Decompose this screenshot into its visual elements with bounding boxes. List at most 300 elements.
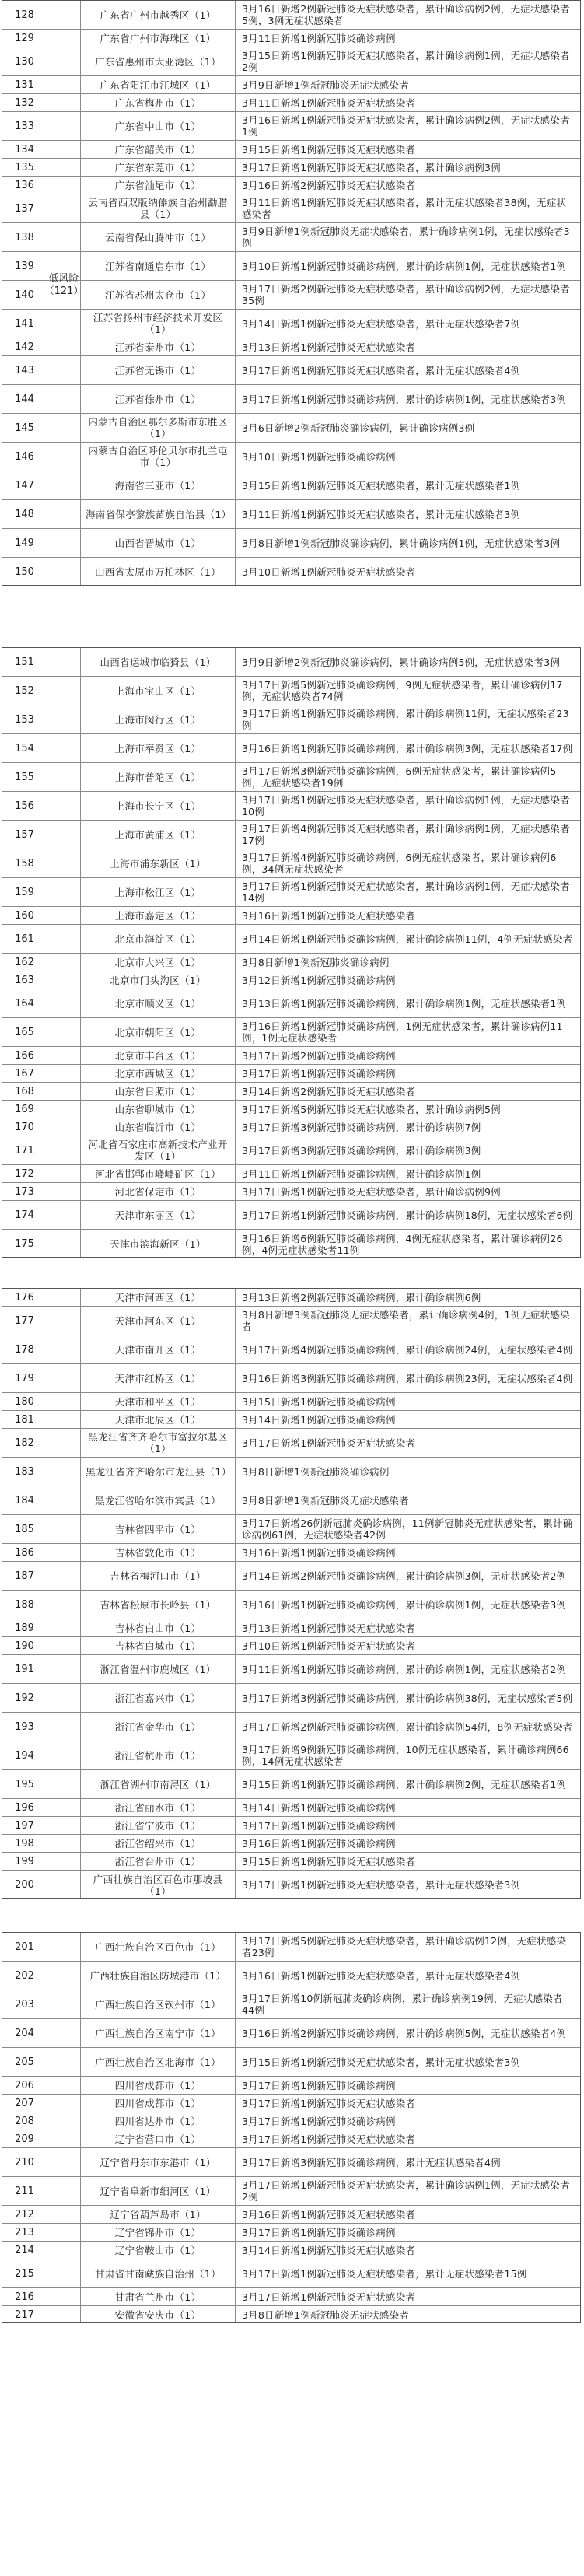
row-number: 182 [2,1429,47,1457]
table-row [2,1770,580,1799]
case-note: 3月14日新增1例新冠肺炎无症状感染者 [242,2244,416,2256]
table-row [2,1393,580,1411]
area-name: 黑龙江省齐齐哈尔市富拉尔基区（1） [80,1429,236,1457]
case-note: 3月17日新增1例新冠肺炎确诊病例 [242,2226,396,2238]
table-row [2,338,580,356]
row-number: 202 [2,1962,47,1990]
row-number: 151 [2,648,47,676]
row-number: 217 [2,2306,47,2323]
table-row [2,1201,580,1230]
table-row [2,2095,580,2112]
table-row [2,1458,580,1486]
area-name: 江苏省泰州市（1） [80,338,236,355]
area-name: 上海市宝山区（1） [80,677,236,705]
table-row [2,194,580,223]
area-name: 山东省临沂市（1） [80,1118,236,1136]
case-note: 3月17日新增1例新冠肺炎无症状感染者 [242,1437,416,1449]
case-note: 3月16日新增3例新冠肺炎确诊病例，累计确诊病例23例，无症状感染者4例 [242,1372,573,1384]
table-row [2,792,580,821]
area-name: 广东省韶关市（1） [80,141,236,158]
case-note: 3月17日新增1例新冠肺炎无症状感染者，累计确诊病例3例 [242,161,501,173]
table-row [2,2306,580,2323]
area-name: 广西壮族自治区钦州市（1） [80,1990,236,2018]
table-row [2,849,580,878]
row-number: 187 [2,1562,47,1590]
table-row [2,1619,580,1637]
row-number: 169 [2,1101,47,1118]
area-name: 云南省西双版纳傣族自治州勐腊县（1） [80,194,236,222]
case-note: 3月11日新增1例新冠肺炎确诊病例，累计确诊病例1例 [242,1167,481,1180]
row-number: 144 [2,385,47,413]
table-row [2,310,580,338]
table-row [2,1165,580,1183]
area-name: 甘肃省兰州市（1） [80,2288,236,2305]
table-row [2,648,580,677]
row-number: 199 [2,1853,47,1870]
case-note: 3月17日新增1例新冠肺炎确诊病例 [242,1067,396,1080]
case-note: 3月9日新增1例新冠肺炎无症状感染者 [242,79,409,91]
table-row [2,141,580,159]
case-note: 3月17日新增1例新冠肺炎无症状感染者 [242,2097,416,2109]
table-row [2,159,580,177]
row-number: 212 [2,2206,47,2223]
area-name: 浙江省宁波市（1） [80,1817,236,1834]
table-row [2,1562,580,1591]
row-number: 162 [2,954,47,971]
row-number: 166 [2,1047,47,1064]
row-number: 163 [2,971,47,989]
row-number: 161 [2,925,47,953]
case-note: 3月16日新增1例新冠肺炎确诊病例 [242,1837,396,1850]
area-name: 天津市滨海新区（1） [80,1230,236,1258]
case-note: 3月15日新增1例新冠肺炎确诊病例，累计确诊病例2例，无症状感染者1例 [242,1778,567,1790]
table-row [2,1835,580,1853]
area-name: 浙江省嘉兴市（1） [80,1684,236,1712]
row-number: 158 [2,849,47,877]
area-name: 上海市浦东新区（1） [80,849,236,877]
row-number: 145 [2,414,47,442]
area-name: 吉林省白城市（1） [80,1637,236,1654]
area-name: 广西壮族自治区防城港市（1） [80,1962,236,1990]
table-row [2,1018,580,1047]
row-number: 210 [2,2148,47,2176]
row-number: 137 [2,194,47,222]
row-number: 159 [2,878,47,906]
row-number: 188 [2,1591,47,1619]
area-name: 上海市闵行区（1） [80,705,236,733]
row-number: 148 [2,500,47,528]
row-number: 174 [2,1201,47,1229]
case-note: 3月17日新增3例新冠肺炎确诊病例，累计无症状感染者4例 [242,2156,501,2168]
area-name: 辽宁省鞍山市（1） [80,2242,236,2259]
case-note: 3月10日新增1例新冠肺炎无症状感染者 [242,1640,416,1652]
table-row [2,1933,580,1962]
table-row [2,1817,580,1835]
table-row [2,2130,580,2148]
case-note: 3月17日新增1例新冠肺炎确诊病例 [242,1819,396,1832]
row-number: 147 [2,471,47,499]
area-name: 广东省东莞市（1） [80,159,236,176]
case-note: 3月17日新增3例新冠肺炎确诊病例，6例无症状感染者，累计确诊病例5例，无症状感染者19例 [242,765,557,789]
table-row [2,414,580,443]
case-note: 3月16日新增2例新冠肺炎无症状感染者，累计确诊病例2例，无症状感染者5例，3例无症状感染者 [242,3,570,26]
table-row [2,1486,580,1515]
row-number: 184 [2,1486,47,1514]
table-section [2,0,581,586]
row-number: 140 [2,281,47,309]
area-name: 江苏省徐州市（1） [80,385,236,413]
area-name: 浙江省台州市（1） [80,1853,236,1870]
table-row [2,989,580,1018]
area-name: 天津市北辰区（1） [80,1411,236,1428]
case-note: 3月16日新增1例新冠肺炎无症状感染者 [242,2208,416,2221]
table-row [2,30,580,47]
area-name: 辽宁省丹东市东港市（1） [80,2148,236,2176]
row-number: 170 [2,1118,47,1136]
case-note: 3月8日新增1例新冠肺炎无症状感染者 [242,2309,409,2321]
row-number: 179 [2,1364,47,1392]
area-name: 广东省阳江市江城区（1） [80,76,236,93]
area-name: 广西壮族自治区北海市（1） [80,2048,236,2076]
table-row [2,356,580,385]
table-row [2,1065,580,1083]
row-number: 178 [2,1335,47,1363]
table-row [2,954,580,971]
row-number: 168 [2,1083,47,1100]
row-number: 171 [2,1136,47,1164]
row-number: 180 [2,1393,47,1410]
row-number: 194 [2,1741,47,1769]
row-number: 146 [2,443,47,471]
row-number: 157 [2,821,47,849]
area-name: 辽宁省锦州市（1） [80,2224,236,2241]
row-number: 195 [2,1770,47,1798]
case-note: 3月16日新增2例新冠肺炎确诊病例，累计确诊病例5例，无症状感染者4例 [242,2027,567,2039]
table-row [2,1962,580,1990]
table-row [2,471,580,500]
case-note: 3月17日新增1例新冠肺炎无症状感染者，累计确诊病例9例 [242,1185,501,1198]
table-row [2,252,580,281]
case-note: 3月10日新增1例新冠肺炎无症状感染者 [242,565,416,578]
case-note: 3月6日新增2例新冠肺炎确诊病例，累计确诊病例3例 [242,422,475,434]
area-name: 云南省保山腾冲市（1） [80,223,236,251]
case-note: 3月17日新增1例新冠肺炎确诊病例，累计确诊病例11例，无症状感染者23例 [242,708,569,731]
row-number: 131 [2,76,47,93]
table-row [2,734,580,763]
row-number: 175 [2,1230,47,1258]
table-row [2,1871,580,1899]
row-number: 193 [2,1713,47,1741]
table-row [2,2019,580,2048]
area-name: 吉林省梅河口市（1） [80,1562,236,1590]
table-row [2,1853,580,1871]
case-note: 3月17日新增9例新冠肺炎确诊病例，10例无症状感染者，累计确诊病例66例，14例无症状感染者 [242,1744,569,1767]
case-note: 3月10日新增1例新冠肺炎确诊病例 [242,450,396,463]
case-note: 3月16日新增1例新冠肺炎无症状感染者，累计无症状感染者4例 [242,1969,521,1982]
case-note: 3月16日新增2例新冠肺炎无症状感染者 [242,179,416,191]
row-number: 215 [2,2259,47,2287]
table-row [2,281,580,310]
area-name: 辽宁省阜新市细河区（1） [80,2177,236,2205]
table-row [2,821,580,849]
case-note: 3月17日新增1例新冠肺炎无症状感染者，累计无症状感染者3例 [242,1879,521,1891]
area-name: 北京市顺义区（1） [80,989,236,1017]
row-number: 205 [2,2048,47,2076]
case-note: 3月14日新增1例新冠肺炎确诊病例 [242,1413,396,1426]
area-name: 海南省保亭黎族苗族自治县（1） [80,500,236,528]
case-note: 3月14日新增2例新冠肺炎确诊病例，累计确诊病例3例，无症状感染者2例 [242,1570,567,1582]
area-name: 四川省达州市（1） [80,2112,236,2130]
case-note: 3月11日新增1例新冠肺炎无症状感染者，累计无症状感染者3例 [242,508,521,520]
area-name: 广东省梅州市（1） [80,94,236,111]
table-row [2,2048,580,2077]
case-note: 3月17日新增2例新冠肺炎无症状感染者，累计确诊病例2例，无症状感染者35例 [242,283,570,306]
case-note: 3月16日新增1例新冠肺炎确诊病例，累计确诊病例3例，无症状感染者17例 [242,742,573,754]
row-number: 191 [2,1655,47,1683]
row-number: 186 [2,1544,47,1561]
case-note: 3月15日新增1例新冠肺炎确诊病例 [242,1395,396,1408]
row-number: 132 [2,94,47,111]
table-row [2,1289,580,1307]
area-name: 河北省保定市（1） [80,1183,236,1200]
table-row [2,1136,580,1165]
area-name: 浙江省丽水市（1） [80,1799,236,1816]
row-number: 167 [2,1065,47,1082]
row-number: 141 [2,310,47,338]
case-note: 3月17日新增2例新冠肺炎确诊病例 [242,1049,396,1062]
table-row [2,1799,580,1817]
area-name: 北京市丰台区（1） [80,1047,236,1064]
row-number: 133 [2,112,47,140]
case-note: 3月8日新增1例新冠肺炎确诊病例，累计确诊病例1例，无症状感染者3例 [242,537,561,549]
area-name: 上海市普陀区（1） [80,763,236,791]
area-name: 黑龙江省齐齐哈尔市龙江县（1） [80,1458,236,1486]
row-number: 155 [2,763,47,791]
row-number: 200 [2,1871,47,1899]
risk-level-label: 低风险（121） [44,273,84,297]
table-section [2,647,581,1258]
area-name: 浙江省绍兴市（1） [80,1835,236,1852]
table-row [2,1591,580,1619]
area-name: 辽宁省营口市（1） [80,2130,236,2147]
area-name: 上海市嘉定区（1） [80,907,236,924]
case-note: 3月17日新增1例新冠肺炎无症状感染者，累计无症状感染者4例 [242,364,521,376]
row-number: 172 [2,1165,47,1182]
table-row [2,2177,580,2206]
case-note: 3月17日新增1例新冠肺炎无症状感染者，累计确诊病例1例，无症状感染者2例 [242,2179,570,2203]
table-section [2,1288,581,1899]
area-name: 广东省广州市海珠区（1） [80,30,236,47]
case-note: 3月8日新增1例新冠肺炎无症状感染者 [242,1494,409,1507]
case-note: 3月16日新增1例新冠肺炎无症状感染者，累计确诊病例2例，无症状感染者1例 [242,114,570,138]
table-row [2,1101,580,1118]
area-name: 江苏省无锡市（1） [80,356,236,384]
table-row [2,443,580,471]
area-name: 山西省运城市临猗县（1） [80,648,236,676]
case-note: 3月17日新增1例新冠肺炎无症状感染者 [242,2133,416,2145]
row-number: 216 [2,2288,47,2305]
table-row [2,763,580,792]
row-number: 192 [2,1684,47,1712]
row-number: 197 [2,1817,47,1834]
row-number: 201 [2,1933,47,1961]
area-name: 上海市长宁区（1） [80,792,236,820]
table-row [2,112,580,141]
table-row [2,1713,580,1741]
case-note: 3月17日新增1例新冠肺炎无症状感染者，累计无症状感染者15例 [242,2267,527,2280]
case-note: 3月17日新增4例新冠肺炎确诊病例，累计确诊病例24例，无症状感染者4例 [242,1343,573,1356]
table-section [2,1932,581,2323]
case-note: 3月17日新增4例新冠肺炎确诊病例，6例无症状感染者，累计确诊病例6例，34例无症状感染者 [242,852,557,875]
case-note: 3月17日新增1例新冠肺炎无症状感染者 [242,2291,416,2303]
row-number: 209 [2,2130,47,2147]
row-number: 135 [2,159,47,176]
area-name: 吉林省敦化市（1） [80,1544,236,1561]
case-note: 3月16日新增6例新冠肺炎确诊病例，4例无症状感染者，累计确诊病例26例，4例无症状感染者11例 [242,1232,563,1256]
row-number: 183 [2,1458,47,1486]
row-number: 164 [2,989,47,1017]
case-note: 3月17日新增3例新冠肺炎确诊病例，累计确诊病例38例，无症状感染者5例 [242,1692,573,1704]
area-name: 内蒙古自治区鄂尔多斯市东胜区（1） [80,414,236,442]
case-note: 3月13日新增1例新冠肺炎无症状感染者 [242,341,416,353]
area-name: 海南省三亚市（1） [80,471,236,499]
case-note: 3月14日新增1例新冠肺炎确诊病例，累计确诊病例11例，4例无症状感染者 [242,933,573,945]
area-name: 天津市红桥区（1） [80,1364,236,1392]
row-number: 185 [2,1515,47,1543]
area-name: 北京市西城区（1） [80,1065,236,1082]
case-note: 3月11日新增1例新冠肺炎确诊病例，累计确诊病例1例，无症状感染者2例 [242,1663,567,1675]
case-note: 3月8日新增1例新冠肺炎确诊病例 [242,956,390,968]
row-number: 149 [2,529,47,557]
area-name: 北京市朝阳区（1） [80,1018,236,1046]
area-name: 天津市河东区（1） [80,1307,236,1335]
area-name: 广西壮族自治区百色市那坡县（1） [80,1871,236,1899]
case-note: 3月17日新增2例新冠肺炎确诊病例，累计确诊病例54例，8例无症状感染者 [242,1720,573,1733]
table-row [2,2077,580,2095]
case-note: 3月14日新增1例新冠肺炎确诊病例 [242,1801,396,1814]
row-number: 177 [2,1307,47,1335]
case-note: 3月14日新增1例新冠肺炎无症状感染者，累计无症状感染者7例 [242,317,521,330]
area-name: 江苏省扬州市经济技术开发区（1） [80,310,236,338]
area-name: 浙江省湖州市南浔区（1） [80,1770,236,1798]
table-row [2,677,580,705]
table-row [2,1637,580,1655]
case-note: 3月11日新增1例新冠肺炎确诊病例 [242,32,396,44]
case-note: 3月17日新增1例新冠肺炎确诊病例 [242,2079,396,2091]
table-row [2,1429,580,1458]
row-number: 165 [2,1018,47,1046]
area-name: 黑龙江省哈尔滨市宾县（1） [80,1486,236,1514]
area-name: 浙江省杭州市（1） [80,1741,236,1769]
table-row [2,500,580,529]
area-name: 辽宁省葫芦岛市（1） [80,2206,236,2223]
area-name: 河北省石家庄市高新技术产业开发区（1） [80,1136,236,1164]
area-name: 北京市海淀区（1） [80,925,236,953]
area-name: 北京市大兴区（1） [80,954,236,971]
row-number: 152 [2,677,47,705]
risk-area-table [2,0,581,2576]
area-name: 广东省惠州市大亚湾区（1） [80,47,236,75]
area-name: 吉林省松原市长岭县（1） [80,1591,236,1619]
area-name: 广东省中山市（1） [80,112,236,140]
table-row [2,1307,580,1335]
area-name: 江苏省苏州太仓市（1） [80,281,236,309]
table-row [2,705,580,734]
area-name: 上海市黄浦区（1） [80,821,236,849]
row-number: 190 [2,1637,47,1654]
table-row [2,558,580,586]
case-note: 3月17日新增5例新冠肺炎确诊病例，9例无症状感染者，累计确诊病例17例，无症状感染者74例 [242,679,563,702]
case-note: 3月17日新增1例新冠肺炎确诊病例 [242,2115,396,2127]
row-number: 211 [2,2177,47,2205]
table-row [2,177,580,194]
table-row [2,47,580,76]
area-name: 山东省聊城市（1） [80,1101,236,1118]
row-number: 136 [2,177,47,194]
area-name: 四川省成都市（1） [80,2095,236,2112]
area-name: 北京市门头沟区（1） [80,971,236,989]
table-row [2,1118,580,1136]
area-name: 广东省广州市越秀区（1） [80,1,236,29]
row-number: 142 [2,338,47,355]
table-row [2,1,580,30]
case-note: 3月9日新增1例新冠肺炎无症状感染者，累计确诊病例1例，无症状感染者3例 [242,226,570,249]
table-row [2,1684,580,1713]
case-note: 3月17日新增1例新冠肺炎无症状感染者，累计确诊病例1例，无症状感染者10例 [242,794,570,817]
row-number: 207 [2,2095,47,2112]
case-note: 3月15日新增1例新冠肺炎无症状感染者，累计无症状感染者1例 [242,479,521,492]
case-note: 3月17日新增4例新冠肺炎无症状感染者，累计确诊病例1例，无症状感染者17例 [242,823,570,846]
row-number: 214 [2,2242,47,2259]
case-note: 3月10日新增1例新冠肺炎确诊病例，累计确诊病例1例，无症状感染者1例 [242,260,567,272]
table-row [2,1741,580,1770]
area-name: 天津市东丽区（1） [80,1201,236,1229]
table-row [2,2242,580,2259]
case-note: 3月17日新增3例新冠肺炎确诊病例，累计确诊病例7例 [242,1121,481,1133]
table-row [2,529,580,558]
area-name: 山东省日照市（1） [80,1083,236,1100]
case-note: 3月17日新增1例新冠肺炎确诊病例，累计确诊病例1例，无症状感染者3例 [242,393,567,405]
area-name: 山西省太原市万柏林区（1） [80,558,236,586]
case-note: 3月16日新增1例新冠肺炎确诊病例 [242,1546,396,1559]
table-row [2,1544,580,1562]
row-number: 208 [2,2112,47,2130]
row-number: 181 [2,1411,47,1428]
row-number: 206 [2,2077,47,2094]
table-row [2,1515,580,1544]
area-name: 浙江省温州市鹿城区（1） [80,1655,236,1683]
table-row [2,76,580,94]
case-note: 3月13日新增1例新冠肺炎确诊病例，累计确诊病例1例，无症状感染者1例 [242,997,567,1010]
row-number: 154 [2,734,47,762]
row-number: 139 [2,252,47,280]
area-name: 甘肃省甘南藏族自治州（1） [80,2259,236,2287]
row-number: 189 [2,1619,47,1636]
area-name: 广西壮族自治区百色市（1） [80,1933,236,1961]
table-row [2,1411,580,1429]
table-row [2,2148,580,2177]
row-number: 128 [2,1,47,29]
area-name: 四川省成都市（1） [80,2077,236,2094]
case-note: 3月17日新增10例新冠肺炎确诊病例，累计确诊病例19例，无症状感染者44例 [242,1993,563,2016]
case-note: 3月15日新增1例新冠肺炎无症状感染者 [242,1855,416,1867]
area-name: 吉林省四平市（1） [80,1515,236,1543]
area-name: 吉林省白山市（1） [80,1619,236,1636]
table-row [2,223,580,252]
row-number: 203 [2,1990,47,2018]
case-note: 3月16日新增1例新冠肺炎无症状感染者 [242,909,416,922]
table-row [2,1230,580,1258]
